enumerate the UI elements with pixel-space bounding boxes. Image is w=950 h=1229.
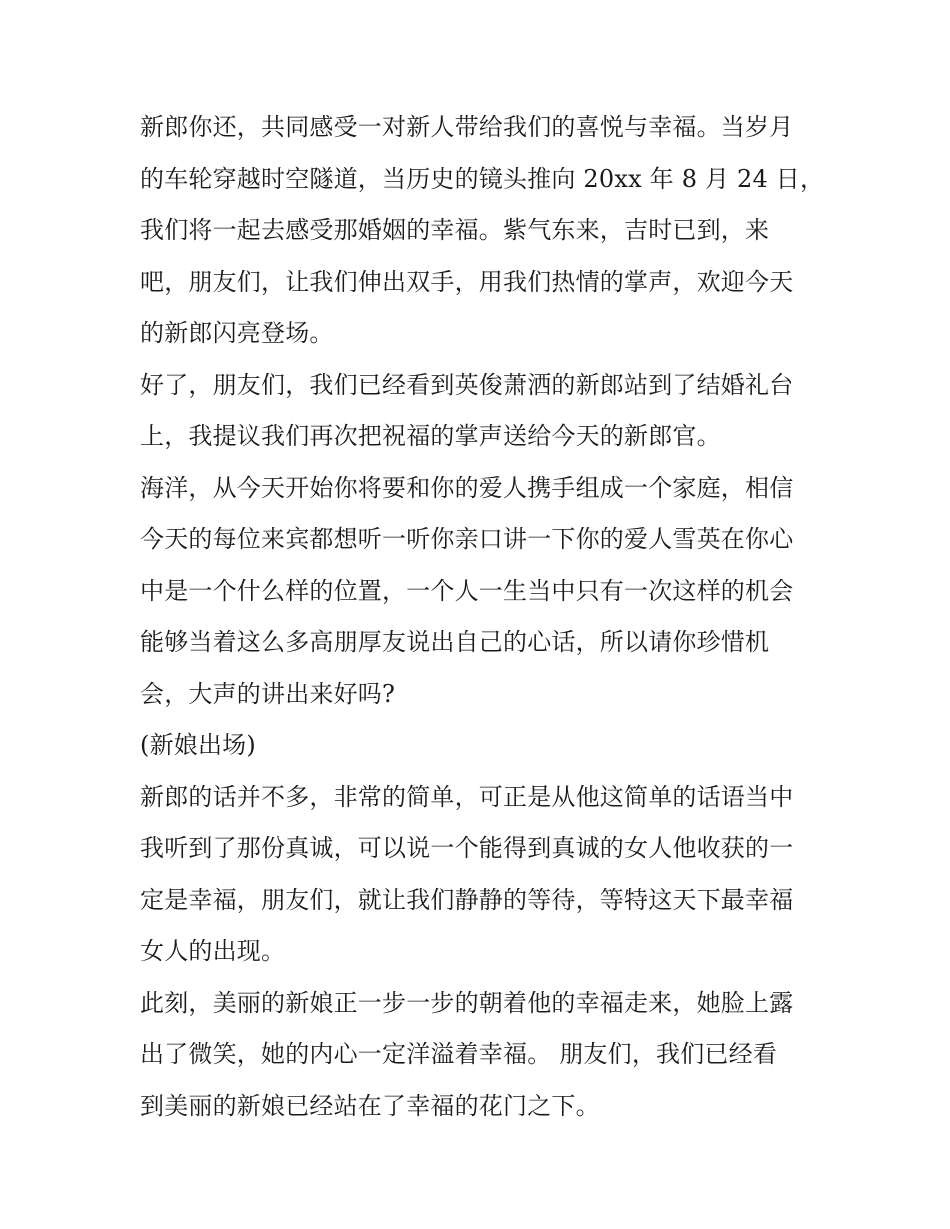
paragraph <box>140 772 812 978</box>
text-line: 出了微笑，她的内心一定洋溢着幸福。 朋友们，我们已经看 <box>140 1040 778 1068</box>
text-line: 中是一个什么样的位置，一个人一生当中只有一次这样的机会 <box>140 576 794 605</box>
text-line: 女人的出现。 <box>140 937 286 965</box>
text-line: 今天的每位来宾都想听一听你亲口讲一下你的爱人雪英在你心 <box>140 525 794 553</box>
text-line: 新郎的话并不多，非常的简单，可正是从他这简单的话语当中 <box>140 782 794 811</box>
text-line: 吧，朋友们，让我们伸出双手，用我们热情的掌声，欢迎今天 <box>140 267 794 296</box>
paragraph <box>140 978 812 1133</box>
stage-direction: (新娘出场) <box>140 731 256 759</box>
paragraph <box>140 102 825 360</box>
text-line: 我听到了那份真诚，可以说一个能得到真诚的女人他收获的一 <box>140 834 794 862</box>
text-line: 的车轮穿越时空隧道，当历史的镜头推向 20xx 年 8 月 24 日， <box>140 164 825 193</box>
paragraph <box>140 720 812 772</box>
text-line: 能够当着这么多高朋厚友说出自己的心话，所以请你珍惜机 <box>140 628 770 656</box>
document-body <box>140 102 825 1132</box>
text-line: 定是幸福，朋友们，就让我们静静的等待，等特这天下最幸福 <box>140 885 794 914</box>
text-line: 新郎你还，共同感受一对新人带给我们的喜悦与幸福。当岁月 <box>140 113 794 141</box>
text-line: 好了，朋友们，我们已经看到英俊萧洒的新郎站到了结婚礼台 <box>140 370 794 399</box>
text-line: 此刻，美丽的新娘正一步一步的朝着他的幸福走来，她脸上露 <box>140 988 794 1017</box>
text-line: 上，我提议我们再次把祝福的掌声送给今天的新郎官。 <box>140 422 721 450</box>
paragraph <box>140 463 812 721</box>
paragraph <box>140 360 812 463</box>
text-line: 我们将一起去感受那婚姻的幸福。紫气东来，吉时已到，来 <box>140 216 770 244</box>
text-line: 到美丽的新娘已经站在了幸福的花门之下。 <box>140 1091 600 1120</box>
text-line: 的新郎闪亮登场。 <box>140 319 334 347</box>
text-line: 海洋，从今天开始你将要和你的爱人携手组成一个家庭，相信 <box>140 473 794 502</box>
text-line: 会，大声的讲出来好吗? <box>140 679 396 708</box>
